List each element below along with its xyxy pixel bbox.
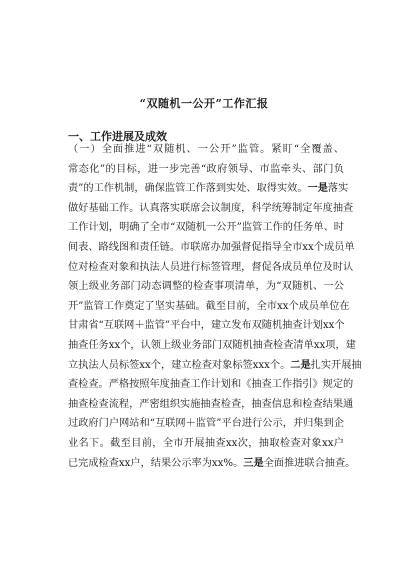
paragraph-line: 甘肃省“互联网＋监管”平台中，建立发布双随机抽查计划xx个 (68, 320, 345, 332)
paragraph-line: 立执法人员标签xx个，建立检查对象标签xxx个。二是扎实开展抽 (68, 358, 362, 371)
paragraph-line: 间表、路线图和责任链。市联席办加强督促指导全市xx个成员单 (68, 241, 355, 253)
paragraph-line: 抽查检查流程，严密组织实施抽查检查，抽查信息和检查结果通 (68, 398, 354, 410)
paragraph-line: 查检查。严格按照年度抽查工作计划和《抽查工作指引》规定的 (68, 379, 354, 391)
paragraph-line: 做好基础工作。认真落实联席会议制度，科学统筹制定年度抽查 (68, 202, 354, 214)
emphasis-marker: 二是 (290, 358, 311, 371)
document-title: “双随机一公开”工作汇报 (139, 97, 269, 110)
paragraph-line: 常态化”的目标，进一步完善“政府领导、市监牵头、部门负 (68, 163, 344, 175)
emphasis-marker: 一是 (307, 182, 328, 195)
section-heading: 一、工作进展及成效 (68, 130, 167, 143)
paragraph-line: 位对检查对象和执法人员进行标签管理，督促各成员单位及时认 (68, 261, 354, 273)
paragraph-line: 抽查任务xx个，认领上级业务部门双随机抽查检查清单xx项，建 (68, 339, 356, 351)
paragraph-line: 已完成检查xx户，结果公示率为xx%。三是全面推进联合抽查。 (68, 456, 356, 469)
body-paragraph (68, 140, 362, 473)
paragraph-line: 责”的工作机制，确保监管工作落到实处、取得实效。一是落实 (68, 182, 349, 195)
paragraph-line: 业名下。截至目前，全市开展抽查xx次，抽取检查对象xx户 (68, 437, 344, 449)
paragraph-line: 工作计划，明确了全市“双随机一公开”监管工作的任务单、时 (68, 222, 344, 234)
paragraph-line: 过政府门户网站和“互联网＋监管”平台进行公示，并归集到企 (68, 418, 344, 430)
paragraph-line: （一）全面推进“双随机、一公开”监管。紧盯“全覆盖、 (68, 144, 344, 155)
paragraph-line: 开”监管工作奠定了坚实基础。截至目前，全市xx个成员单位在 (68, 300, 350, 312)
emphasis-marker: 三是 (243, 456, 264, 469)
paragraph-line: 领上级业务部门动态调整的检查事项清单，为“双随机、一公 (68, 281, 344, 293)
